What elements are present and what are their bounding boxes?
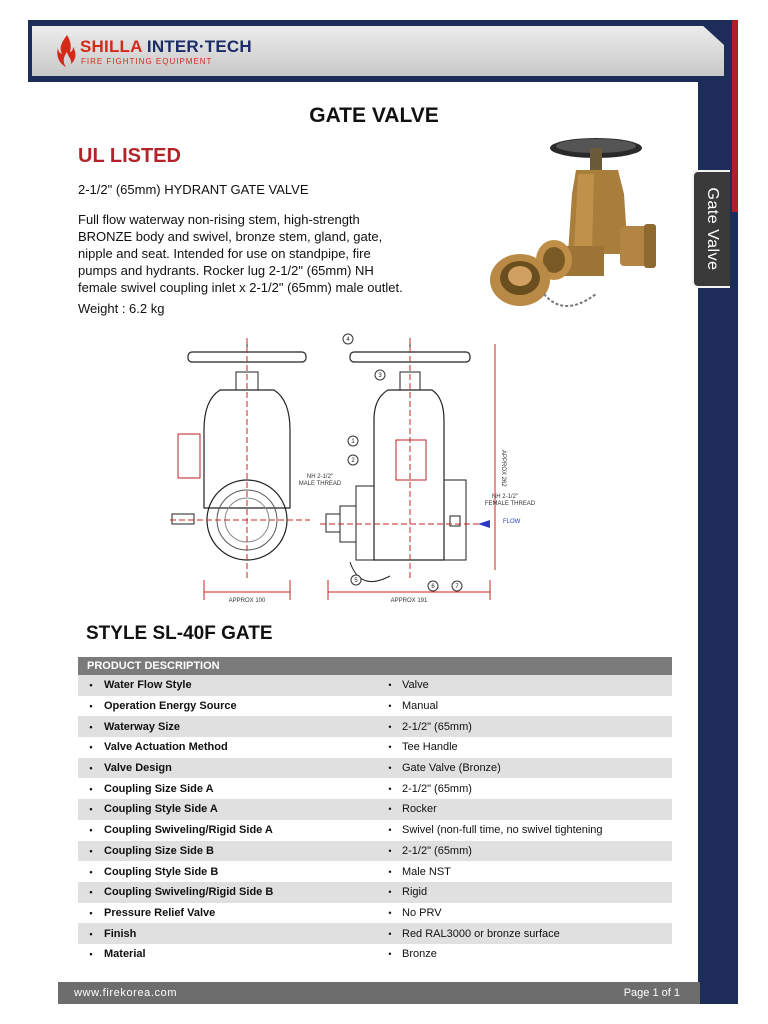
table-row: [78, 675, 672, 696]
table-rows: [78, 675, 672, 965]
row-bullet: •: [89, 845, 93, 856]
side-tab-label: Gate Valve: [704, 187, 721, 271]
row-label: Coupling Swiveling/Rigid Side B: [104, 886, 274, 899]
table-row: [78, 778, 672, 799]
row-value: Swivel (non-full time, no swivel tightening: [402, 824, 603, 837]
row-label-cell: [78, 845, 378, 857]
row-label-cell: [78, 783, 378, 795]
row-label-cell: [78, 824, 378, 836]
row-value: Rigid: [402, 886, 428, 899]
dim-front-width: APPROX 100: [228, 598, 266, 604]
row-bullet: •: [89, 866, 93, 877]
row-bullet: •: [388, 928, 392, 939]
company-logo: [56, 34, 296, 72]
label-nh-male-2: MALE THREAD: [298, 481, 342, 487]
row-value-cell: [378, 845, 672, 857]
row-label: Coupling Size Side B: [104, 844, 215, 857]
row-value: Gate Valve (Bronze): [402, 762, 501, 775]
callout-5: 5: [354, 578, 358, 584]
row-bullet: •: [89, 783, 93, 794]
callout-4: 4: [346, 337, 350, 343]
row-label-cell: [78, 886, 378, 898]
table-row: [78, 903, 672, 924]
row-bullet: •: [89, 680, 93, 691]
row-bullet: •: [89, 804, 93, 815]
technical-drawing: [160, 330, 536, 610]
callout-2: 2: [351, 458, 355, 464]
row-bullet: •: [89, 701, 93, 712]
callout-7: 7: [455, 584, 459, 590]
row-bullet: •: [388, 701, 392, 712]
row-bullet: •: [388, 742, 392, 753]
row-label: Coupling Swiveling/Rigid Side A: [104, 824, 273, 837]
row-bullet: •: [89, 825, 93, 836]
row-label-cell: [78, 907, 378, 919]
dim-height: APPROX 262: [500, 450, 506, 487]
row-value-cell: [378, 948, 672, 960]
table-row: [78, 861, 672, 882]
callout-6: 6: [431, 584, 435, 590]
footer-page-number: Page 1 of 1: [623, 987, 680, 999]
row-bullet: •: [388, 907, 392, 918]
table-row: [78, 882, 672, 903]
drawing-front-view: [170, 338, 310, 600]
row-bullet: •: [388, 763, 392, 774]
row-label-cell: [78, 741, 378, 753]
table-row: [78, 820, 672, 841]
table-row: [78, 944, 672, 965]
footer-corner: [700, 982, 738, 1004]
spec-line: 2-1/2" (65mm) HYDRANT GATE VALVE: [78, 182, 309, 197]
row-value: Tee Handle: [402, 741, 458, 754]
row-value-cell: [378, 721, 672, 733]
product-photo: [484, 134, 664, 320]
row-bullet: •: [89, 949, 93, 960]
table-row: [78, 737, 672, 758]
row-label-cell: [78, 762, 378, 774]
row-value: 2-1/2" (65mm): [402, 782, 472, 795]
row-value-cell: [378, 907, 672, 919]
row-bullet: •: [89, 721, 93, 732]
row-bullet: •: [388, 804, 392, 815]
row-label: Valve Actuation Method: [104, 741, 228, 754]
style-title: STYLE SL-40F GATE: [86, 623, 273, 644]
label-flow: FLOW: [503, 519, 521, 525]
label-nh-female-1: NH 2-1/2": [491, 494, 519, 500]
row-value: No PRV: [402, 906, 442, 919]
logo-brand-part1: SHILLA: [80, 37, 142, 56]
table-row: [78, 841, 672, 862]
row-label: Waterway Size: [104, 720, 181, 733]
row-value: Male NST: [402, 865, 451, 878]
row-value: Red RAL3000 or bronze surface: [402, 927, 560, 940]
row-value-cell: [378, 886, 672, 898]
drawing-side-view: [320, 338, 495, 600]
row-label: Coupling Size Side A: [104, 782, 214, 795]
row-bullet: •: [89, 928, 93, 939]
row-label-cell: [78, 721, 378, 733]
row-bullet: •: [388, 887, 392, 898]
row-label: Water Flow Style: [104, 679, 192, 692]
logo-tagline: FIRE FIGHTING EQUIPMENT: [81, 57, 213, 66]
table-row: [78, 716, 672, 737]
table-row: [78, 758, 672, 779]
callout-3: 3: [378, 373, 382, 379]
row-value-cell: [378, 866, 672, 878]
row-label-cell: [78, 866, 378, 878]
footer-bar: [58, 982, 728, 1004]
side-tab: [692, 170, 730, 288]
row-value: 2-1/2" (65mm): [402, 720, 472, 733]
row-value: 2-1/2" (65mm): [402, 844, 472, 857]
flame-icon: [56, 34, 78, 68]
ul-listed-heading: UL LISTED: [78, 145, 181, 167]
row-label: Operation Energy Source: [104, 700, 237, 713]
product-description-table: [78, 657, 672, 965]
table-row: [78, 799, 672, 820]
label-nh-male-1: NH 2-1/2": [306, 474, 334, 480]
row-bullet: •: [89, 763, 93, 774]
footer-website[interactable]: www.firekorea.com: [74, 987, 178, 999]
product-description: Full flow waterway non-rising stem, high-strength BRONZE body and swivel, bronze stem, gland, gate, nipple and seat. Intended for use on standpipe, fire pumps and hydrants. Rocker lug 2-1/2" (65mm) NH female swivel coupling inlet x 2-1/2" (65mm) male outlet.: [78, 212, 403, 295]
row-bullet: •: [388, 783, 392, 794]
row-label-cell: [78, 700, 378, 712]
row-value-cell: [378, 762, 672, 774]
row-label-cell: [78, 803, 378, 815]
row-value-cell: [378, 783, 672, 795]
row-label: Pressure Relief Valve: [104, 906, 216, 919]
table-heading: PRODUCT DESCRIPTION: [78, 657, 672, 675]
row-value: Bronze: [402, 948, 437, 961]
handwheel-icon: [550, 138, 642, 170]
row-value-cell: [378, 824, 672, 836]
logo-name: [80, 37, 252, 57]
row-bullet: •: [388, 680, 392, 691]
logo-brand-part2: INTER·TECH: [146, 37, 252, 56]
weight-text: Weight : 6.2 kg: [78, 301, 165, 316]
row-bullet: •: [388, 949, 392, 960]
row-value: Rocker: [402, 803, 437, 816]
row-value-cell: [378, 741, 672, 753]
label-nh-female-2: FEMALE THREAD: [484, 501, 536, 507]
row-value-cell: [378, 928, 672, 940]
row-bullet: •: [89, 887, 93, 898]
row-bullet: •: [388, 721, 392, 732]
row-label: Valve Design: [104, 762, 172, 775]
row-value: Valve: [402, 679, 429, 692]
row-value-cell: [378, 679, 672, 691]
row-label-cell: [78, 948, 378, 960]
row-value: Manual: [402, 700, 439, 713]
row-bullet: •: [388, 845, 392, 856]
dim-side-width: APPROX 191: [390, 598, 428, 604]
row-label-cell: [78, 928, 378, 940]
row-bullet: •: [89, 742, 93, 753]
row-value-cell: [378, 803, 672, 815]
callout-1: 1: [351, 439, 355, 445]
table-row: [78, 696, 672, 717]
row-label: Finish: [104, 927, 137, 940]
document-title: GATE VALVE: [309, 104, 439, 127]
row-label: Coupling Style Side B: [104, 865, 219, 878]
row-label-cell: [78, 679, 378, 691]
row-bullet: •: [388, 825, 392, 836]
table-row: [78, 923, 672, 944]
row-label: Coupling Style Side A: [104, 803, 218, 816]
row-value-cell: [378, 700, 672, 712]
row-bullet: •: [388, 866, 392, 877]
row-label: Material: [104, 948, 146, 961]
row-bullet: •: [89, 907, 93, 918]
